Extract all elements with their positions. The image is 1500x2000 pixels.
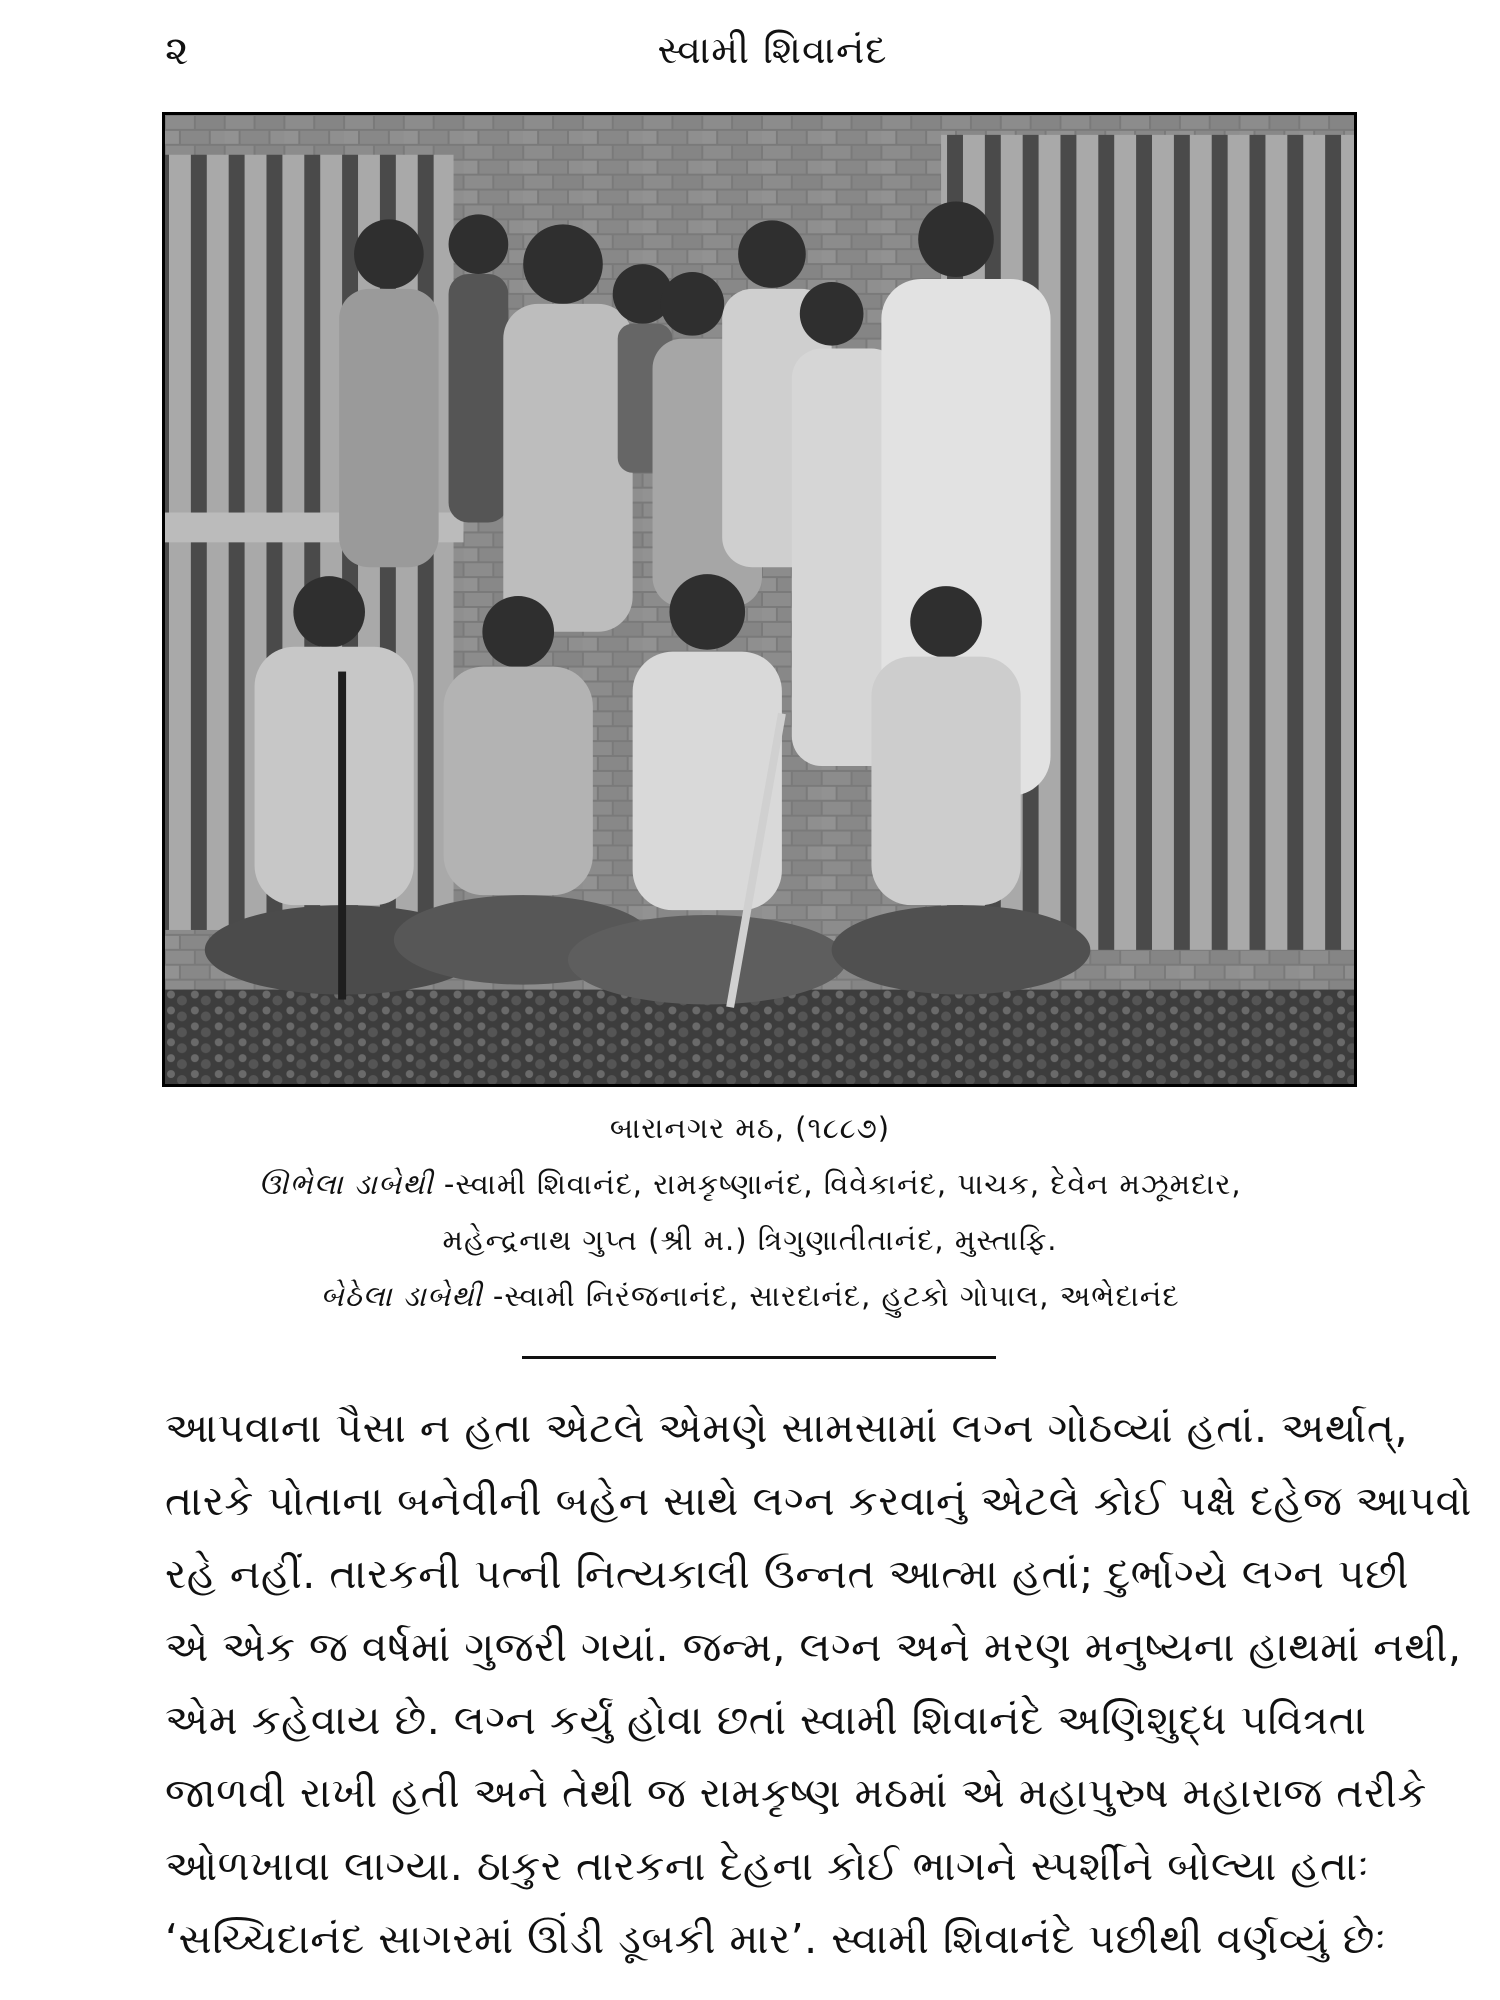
photo-illustration xyxy=(165,115,1354,1084)
caption-divider xyxy=(522,1356,996,1359)
body-line: તારકે પોતાના બનેવીની બહેન સાથે લગ્ન કરવાનું એટલે કોઈ પક્ષે દહેજ આપવો xyxy=(165,1477,1472,1525)
body-line: આપવાના પૈસા ન હતા એટલે એમણે સામસામાં લગ્ન ગોઠવ્યાં હતાં. અર્થાત્, xyxy=(165,1404,1409,1452)
caption-title: બારાનગર મઠ, (૧૮૮૭) xyxy=(609,1111,891,1145)
caption-seated-names: -સ્વામી નિરંજનાનંદ, સારદાનંદ, હુટકો ગોપાલ, અભેદાનંદ xyxy=(482,1279,1180,1313)
photo-caption xyxy=(150,1100,1350,1324)
running-title: સ્વામી શિવાનંદ xyxy=(657,28,888,72)
caption-standing-line xyxy=(150,1156,1350,1212)
caption-standing-label: ઊભેલા ડાબેથી xyxy=(258,1167,434,1201)
body-line: એ એક જ વર્ષમાં ગુજરી ગયાં. જન્મ, લગ્ન અને મરણ મનુષ્યના હાથમાં નથી, xyxy=(165,1623,1462,1671)
group-photograph xyxy=(162,112,1357,1087)
body-line: ઓળખાવા લાગ્યા. ઠાકુર તારકના દેહના કોઈ ભાગને સ્પર્શીને બોલ્યા હતાઃ xyxy=(165,1842,1370,1890)
body-line: જાળવી રાખી હતી અને તેથી જ રામકૃષ્ણ મઠમાં એ મહાપુરુષ મહારાજ તરીકે xyxy=(165,1769,1427,1817)
body-line: રહે નહીં. તારકની પત્ની નિત્યકાલી ઉન્નત આત્મા હતાં; દુર્ભાગ્યે લગ્ન પછી xyxy=(165,1550,1409,1598)
caption-seated-line xyxy=(150,1268,1350,1324)
page-number: ૨ xyxy=(165,28,189,74)
caption-seated-label: બેઠેલા ડાબેથી xyxy=(320,1279,483,1313)
caption-standing-names-cont: મહેન્દ્રનાથ ગુપ્ત (શ્રી મ.) ત્રિગુણાતીતાનંદ, મુસ્તાફિ. xyxy=(442,1223,1058,1257)
caption-standing-names: -સ્વામી શિવાનંદ, રામકૃષ્ણાનંદ, વિવેકાનંદ, પાચક, દેવેન મઝૂમદાર, xyxy=(433,1167,1242,1201)
page-header xyxy=(165,28,1380,88)
body-line: એમ કહેવાય છે. લગ્ન કર્યું હોવા છતાં સ્વામી શિવાનંદે અણિશુદ્ધ પવિત્રતા xyxy=(165,1696,1367,1744)
body-line: ‘સચ્ચિદાનંદ સાગરમાં ઊંડી ડૂબકી માર’. સ્વામી શિવાનંદે પછીથી વર્ણવ્યું છેઃ xyxy=(165,1915,1387,1963)
body-paragraph xyxy=(165,1392,1472,1976)
